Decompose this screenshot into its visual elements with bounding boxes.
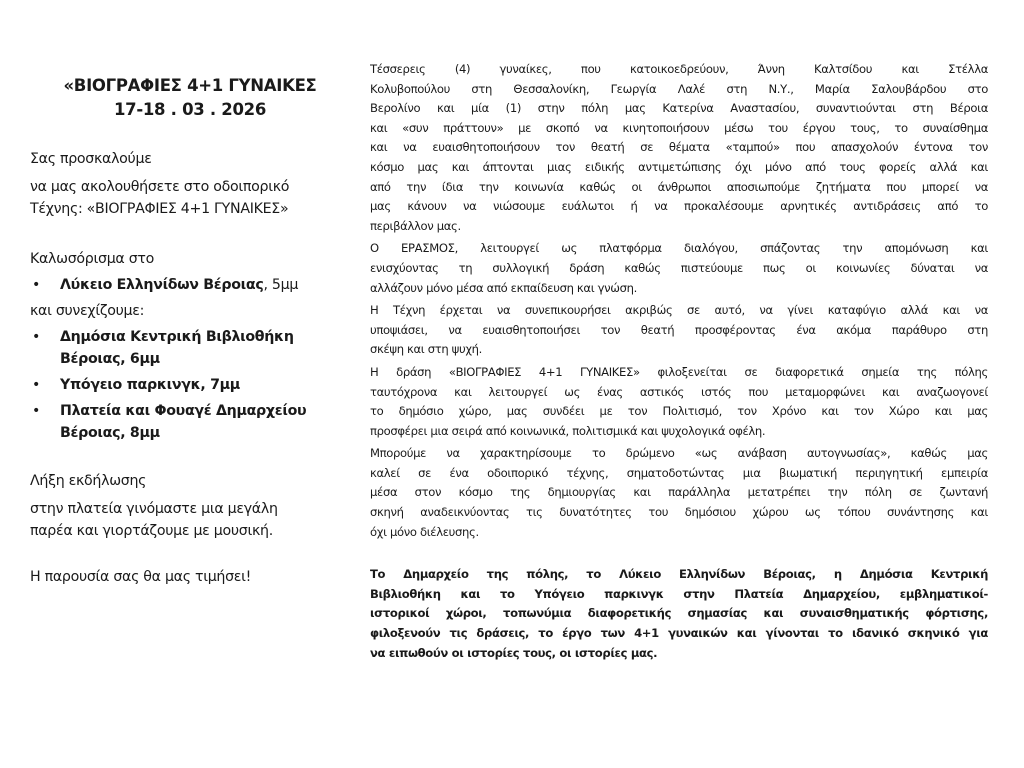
stop-name: Πλατεία και Φουαγέ Δημαρχείου [60, 403, 307, 419]
paragraph-line: όχι μόνο διέλευσης. [370, 524, 479, 539]
invite-text-line: να μας ακολουθήσετε στο οδοιπορικό [30, 179, 290, 195]
event-title-line: «ΒΙΟΓΡΑΦΙΕΣ 4+1 ΓΥΝΑΙΚΕΣ [63, 76, 317, 95]
stop-name: Βέροιας, 6μμ [60, 351, 160, 367]
continue-heading: και συνεχίζουμε: [30, 303, 145, 319]
stop-name: Υπόγειο παρκινγκ, 7μμ [60, 377, 240, 393]
paragraph-line: καλεί σε ένα οδοιπορικό τέχνης, σηματοδοτώντας μια βιωματική περιηγητική εμπειρία [370, 465, 988, 480]
paragraph-line: ενισχύοντας τη συλλογική δράση καθώς πιστεύουμε πως οι κοινωνίες δύναται να [370, 260, 988, 275]
paragraph-line: περιβάλλον μας. [370, 218, 461, 233]
stop-time: , 5μμ [263, 277, 299, 293]
venues-paragraph [370, 565, 988, 663]
event-dates: 17-18 . 03 . 2026 [113, 100, 267, 119]
paragraph-line: μέσα στον κόσμο της δημιουργίας και παράλληλα μετατρέπει την πόλη σε ζωντανή [370, 485, 988, 500]
paragraph-line: και να ευαισθητοποιήσουν τον θεατή σε θέματα «ταμπού» που απασχολούν έντονα τον [370, 140, 988, 155]
stop-item [30, 326, 350, 370]
paragraph-line: Τέσσερεις (4) γυναίκες, που κατοικοεδρεύουν, Άννη Καλτσίδου και Στέλλα [370, 62, 988, 76]
paragraph-line: σκέψη και στη ψυχή. [370, 342, 483, 357]
paragraph-line: κόσμο μας και άπτονται μιας ειδικής αντιμετώπισης όχι μόνο από τους φορείς αλλά και [370, 159, 988, 174]
stop-name: Λύκειο Ελληνίδων Βέροιας [60, 277, 264, 293]
description-paragraph [370, 444, 988, 542]
stop-item [30, 374, 350, 396]
paragraph-line: και «συν πράττουν» με σκοπό να κινητοποιήσουν μέσω του έργου τους, το συναίσθημα [370, 120, 988, 135]
end-text-line: στην πλατεία γινόμαστε μια μεγάλη [30, 501, 278, 517]
welcome-heading: Καλωσόρισμα στο [30, 251, 155, 267]
paragraph-line: σκηνή αναδεικνύοντας τις δυνατότητες του δημόσιου χώρου ως τόπου συνάντησης και [370, 505, 988, 520]
paragraph-line: προσφέρει μια σειρά από κοινωνικά, πολιτισμικά και ψυχολογικά οφέλη. [370, 423, 766, 438]
stop-item [30, 274, 350, 296]
stop-name: Βέροιας, 8μμ [60, 425, 160, 441]
bullet-icon: • [32, 329, 41, 345]
invite-text-line: Τέχνης: «ΒΙΟΓΡΑΦΙΕΣ 4+1 ΓΥΝΑΙΚΕΣ» [30, 201, 289, 217]
description-paragraph [370, 301, 988, 360]
bullet-icon: • [32, 403, 41, 419]
description-paragraph [370, 239, 988, 298]
paragraph-line: από την ίδια την κοινωνία καθώς οι άνθρωποι αποσιωπούμε ζητήματα που μπορεί να [370, 179, 988, 194]
paragraph-line: υποψιάσει, να ευαισθητοποιήσει τον θεατή προσφέροντας ένα ακόμα παράθυρο στη [370, 322, 988, 337]
paragraph-line: Η Τέχνη έρχεται να συνεπικουρήσει ακριβώς σε αυτό, να γίνει καταφύγιο αλλά και να [370, 303, 988, 318]
invite-heading: Σας προσκαλούμε [30, 151, 152, 167]
stop-name: Δημόσια Κεντρική Βιβλιοθήκη [60, 329, 294, 345]
bullet-icon: • [32, 277, 41, 293]
paragraph-line: Βιβλιοθήκη και το Υπόγειο παρκινγκ στην Πλατεία Δημαρχείου, εμβληματικοί- [370, 586, 988, 601]
paragraph-line: Η δράση «ΒΙΟΓΡΑΦΙΕΣ 4+1 ΓΥΝΑΙΚΕΣ» φιλοξενείται σε διαφορετικά σημεία της πόλης [370, 364, 988, 379]
paragraph-line: Κολυβοπούλου στη Θεσσαλονίκη, Γεωργία Λαλέ στη Ν.Υ., Μαρία Σαλουβάρδου στο [370, 81, 988, 96]
paragraph-line: Βερολίνο και μία (1) στην πόλη μας Κατερίνα Αναστασίου, συναντιούνται στη Βέροια [370, 101, 988, 116]
paragraph-line: Το Δημαρχείο της πόλης, το Λύκειο Ελληνίδων Βέροιας, η Δημόσια Κεντρική [370, 567, 988, 582]
bullet-icon: • [32, 377, 41, 393]
closing-text: Η παρουσία σας θα μας τιμήσει! [30, 569, 252, 585]
description-paragraph [370, 60, 988, 236]
paragraph-line: ιστορικοί χώροι, τοπωνύμια διαφορετικής σημασίας και συναισθηματικής φόρτισης, [370, 606, 988, 621]
paragraph-line: Ο ΕΡΑΣΜΟΣ, λειτουργεί ως πλατφόρμα διαλόγου, σπάζοντας την απομόνωση και [370, 241, 988, 256]
paragraph-line: Μπορούμε να χαρακτηρίσουμε το δρώμενο «ως ανάβαση αυτογνωσίας», καθώς μας [370, 446, 988, 461]
paragraph-line: φιλοξενούν τις δράσεις, το έργο των 4+1 γυναικών και γίνονται το ιδανικό σκηνικό για [370, 626, 988, 641]
paragraph-line: ταυτόχρονα και λειτουργεί ως ένας αστικός ιστός που μεταμορφώνει και αναζωογονεί [370, 384, 988, 399]
paragraph-line: αλλάζουν μόνο μέσα από εκπαίδευση και γνώση. [370, 280, 637, 295]
invitation-column [30, 74, 350, 588]
end-heading: Λήξη εκδήλωσης [30, 473, 147, 489]
description-paragraphs [370, 60, 988, 542]
description-paragraph [370, 363, 988, 441]
paragraph-line: να ειπωθούν οι ιστορίες τους, οι ιστορίες μας. [370, 645, 658, 660]
end-text-line: παρέα και γιορτάζουμε με μουσική. [30, 523, 273, 539]
paragraph-line: μας κάνουν να νιώσουμε ευάλωτοι ή να προκαλέσουμε αρνητικές αντιδράσεις από το [370, 199, 988, 214]
stop-item [30, 400, 350, 444]
description-column [370, 60, 988, 666]
event-title [30, 74, 350, 122]
paragraph-line: το δημόσιο χώρο, μας συνδέει με τον Πολιτισμό, τον Χρόνο και τον Χώρο και μας [370, 404, 988, 419]
